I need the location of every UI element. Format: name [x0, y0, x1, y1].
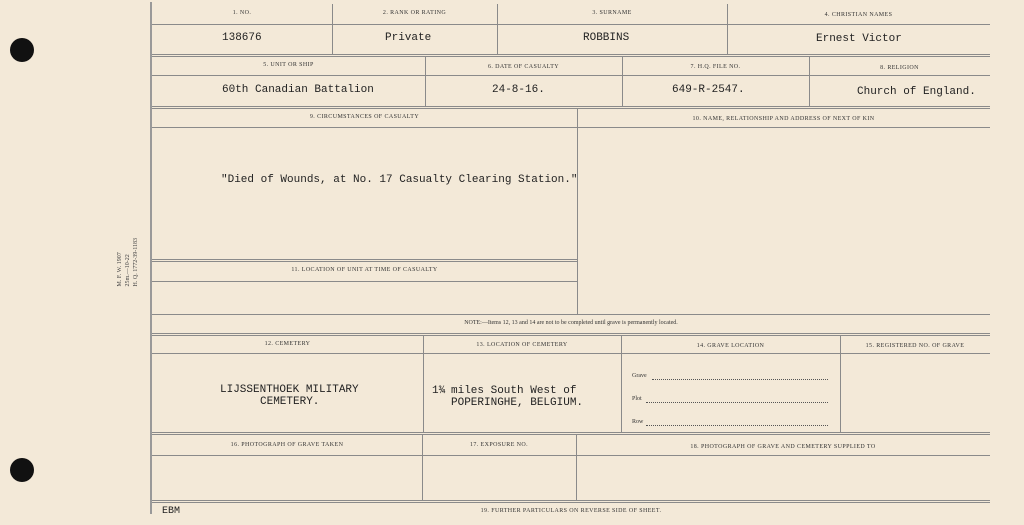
plot-field-line: [646, 402, 828, 403]
row-field-line: [646, 425, 828, 426]
service-number: 138676: [222, 32, 262, 44]
form-side-code: [116, 238, 140, 286]
rule: [577, 108, 578, 314]
grave-field-line: [652, 379, 828, 380]
rule: [152, 259, 577, 262]
row-field-label: Row: [632, 419, 644, 425]
location-unit-label: 11. LOCATION OF UNIT AT TIME OF CASUALTY: [291, 267, 438, 273]
christian-names-value: Ernest Victor: [816, 33, 902, 45]
circumstances-label: 9. CIRCUMSTANCES OF CASUALTY: [309, 114, 420, 120]
rule: [152, 106, 990, 109]
religion-label: 8. RELIGION: [880, 65, 919, 71]
next-of-kin-label: 10. NAME, RELATIONSHIP AND ADDRESS OF NEXT OF KIN: [692, 116, 875, 122]
clerk-initials: EBM: [162, 506, 181, 517]
no-label: 1. NO.: [232, 10, 252, 16]
location-cemetery-line-2: POPERINGHE, BELGIUM.: [451, 397, 584, 409]
rule: [152, 127, 990, 128]
location-cemetery-fraction: 1¾: [432, 385, 446, 397]
exposure-label: 17. EXPOSURE NO.: [469, 442, 529, 448]
rank-value: Private: [385, 32, 432, 44]
rule: [423, 336, 424, 432]
rule: [152, 353, 990, 354]
cemetery-line-1: LIJSSENTHOEK MILITARY: [220, 384, 359, 396]
rule: [152, 455, 990, 456]
rank-label: 2. RANK OR RATING: [382, 10, 447, 16]
registered-no-label: 15. REGISTERED NO. OF GRAVE: [865, 343, 965, 349]
surname-label: 3. SURNAME: [592, 10, 632, 16]
binder-hole-top: [10, 38, 34, 62]
rule: [152, 500, 990, 503]
side-code-line: H. Q. 1772-39-1183: [133, 238, 139, 287]
date-label: 6. DATE OF CASUALTY: [487, 64, 560, 70]
rule: [621, 336, 622, 432]
binder-hole-bottom: [10, 458, 34, 482]
location-cemetery-line-1: miles South West of: [451, 385, 577, 397]
rule: [152, 432, 990, 435]
form-frame: [150, 2, 992, 514]
note-text: NOTE:—Items 12, 13 and 14 are not to be completed until grave is permanently located.: [464, 320, 678, 326]
rule: [152, 314, 990, 315]
unit-value: 60th Canadian Battalion: [222, 84, 374, 96]
rule: [152, 281, 577, 282]
unit-label: 5. UNIT OR SHIP: [263, 62, 314, 68]
plot-field-label: Plot: [632, 396, 642, 402]
file-label: 7. H.Q. FILE NO.: [690, 64, 741, 70]
circumstances-value: "Died of Wounds, at No. 17 Casualty Clearing Station.": [221, 174, 578, 186]
location-cemetery-label: 13. LOCATION OF CEMETERY: [476, 342, 568, 348]
grave-field-label: Grave: [632, 373, 647, 379]
christian-names-label: 4. CHRISTIAN NAMES: [824, 12, 893, 18]
grave-location-label: 14. GRAVE LOCATION: [696, 343, 765, 349]
photo-supplied-label: 18. PHOTOGRAPH OF GRAVE AND CEMETERY SUPPLIED TO: [690, 444, 876, 450]
rule: [840, 336, 841, 432]
further-particulars-label: 19. FURTHER PARTICULARS ON REVERSE SIDE OF SHEET.: [480, 508, 662, 514]
date-value: 24-8-16.: [492, 84, 545, 96]
side-code-line: M. F. W. 1907: [117, 252, 123, 287]
rule: [152, 24, 990, 25]
rule: [152, 54, 990, 57]
side-code-line: 25m.—10-22: [125, 254, 131, 287]
file-value: 649-R-2547.: [672, 84, 745, 96]
rule: [152, 75, 990, 76]
surname-value: ROBBINS: [583, 32, 630, 44]
cemetery-line-2: CEMETERY.: [260, 396, 320, 408]
cemetery-label: 12. CEMETERY: [264, 341, 311, 347]
photo-grave-label: 16. PHOTOGRAPH OF GRAVE TAKEN: [230, 442, 344, 448]
rule: [152, 333, 990, 336]
religion-value: Church of England.: [857, 86, 976, 98]
